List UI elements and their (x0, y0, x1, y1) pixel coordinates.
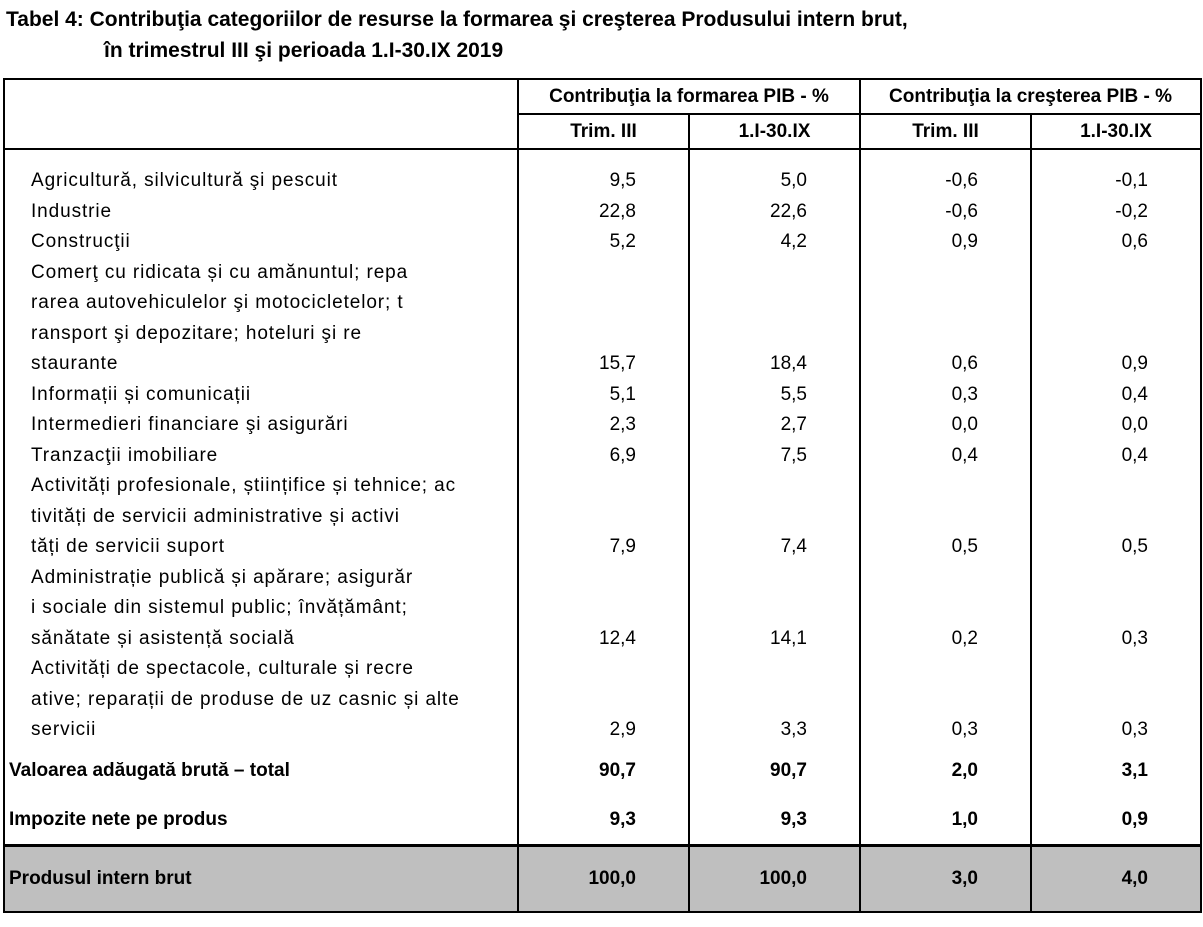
row-value: 18,4 (689, 258, 860, 380)
title-line-1: Tabel 4: Contribuţia categoriilor de resurse la formarea şi creşterea Produsului intern brut, (6, 8, 908, 31)
header-period: Trim. III (860, 114, 1031, 149)
row-value: 3,1 (1031, 746, 1201, 795)
row-value: 2,0 (860, 746, 1031, 795)
row-label: Tranzacţii imobiliare (4, 441, 518, 472)
row-value: 1,0 (860, 795, 1031, 846)
table-row (4, 441, 1201, 472)
row-value: 5,2 (518, 227, 689, 258)
row-value: -0,2 (1031, 197, 1201, 228)
row-value: 0,2 (860, 563, 1031, 655)
row-value: -0,6 (860, 166, 1031, 197)
spacer-row (4, 149, 1201, 166)
row-label: Intermedieri financiare şi asigurări (4, 410, 518, 441)
table-row (4, 197, 1201, 228)
row-value: 0,5 (860, 471, 1031, 563)
row-value: 15,7 (518, 258, 689, 380)
row-label: Produsul intern brut (4, 845, 518, 912)
row-label: Industrie (4, 197, 518, 228)
table-row (4, 654, 1201, 746)
table-row (4, 227, 1201, 258)
row-label: Informații și comunicații (4, 380, 518, 411)
row-value: 0,3 (860, 654, 1031, 746)
row-value: 4,2 (689, 227, 860, 258)
row-value: 0,3 (860, 380, 1031, 411)
row-value: 0,9 (860, 227, 1031, 258)
header-row-periods (4, 114, 1201, 149)
row-value: 0,5 (1031, 471, 1201, 563)
row-value: 3,3 (689, 654, 860, 746)
row-value: 90,7 (518, 746, 689, 795)
row-value: 5,0 (689, 166, 860, 197)
table-row (4, 471, 1201, 563)
table-row (4, 258, 1201, 380)
table-row (4, 746, 1201, 795)
header-group-growth: Contribuţia la creşterea PIB - % (860, 79, 1201, 114)
row-label: Valoarea adăugată brută – total (4, 746, 518, 795)
row-value: -0,1 (1031, 166, 1201, 197)
row-value: 5,1 (518, 380, 689, 411)
header-stub (4, 79, 518, 114)
row-value: 22,8 (518, 197, 689, 228)
row-value: 9,3 (689, 795, 860, 846)
header-group-formation: Contribuţia la formarea PIB - % (518, 79, 860, 114)
table-row (4, 563, 1201, 655)
row-value: 0,4 (1031, 380, 1201, 411)
row-value: 3,0 (860, 845, 1031, 912)
header-period: 1.I-30.IX (689, 114, 860, 149)
row-value: 0,6 (860, 258, 1031, 380)
header-row-groups (4, 79, 1201, 114)
table-row (4, 380, 1201, 411)
row-label: Administrație publică și apărare; asigurăr i sociale din sistemul public; învățământ; sănătate și asistență socială (4, 563, 518, 655)
table-row (4, 166, 1201, 197)
title-line-2: în trimestrul III şi perioada 1.I-30.IX 2019 (104, 39, 504, 62)
row-label: Activități profesionale, științifice și tehnice; ac tivități de servicii administrative și activi tăți de servicii suport (4, 471, 518, 563)
gdp-contribution-table (3, 78, 1202, 913)
row-value: 0,9 (1031, 258, 1201, 380)
row-value: 22,6 (689, 197, 860, 228)
row-value: 0,3 (1031, 563, 1201, 655)
row-value: 4,0 (1031, 845, 1201, 912)
row-value: 0,3 (1031, 654, 1201, 746)
table-row (4, 410, 1201, 441)
row-label: Comerţ cu ridicata și cu amănuntul; repa rarea autovehiculelor şi motocicletelor; t ransport şi depozitare; hoteluri şi re staurante (4, 258, 518, 380)
row-label: Activități de spectacole, culturale și recre ative; reparații de produse de uz casnic și alte servicii (4, 654, 518, 746)
row-value: 9,5 (518, 166, 689, 197)
table-title (6, 4, 908, 66)
gdp-total-row (4, 845, 1201, 912)
row-value: 2,3 (518, 410, 689, 441)
row-value: 0,4 (1031, 441, 1201, 472)
row-value: 6,9 (518, 441, 689, 472)
row-value: 0,0 (1031, 410, 1201, 441)
row-value: 9,3 (518, 795, 689, 846)
header-stub-lower (4, 114, 518, 149)
row-value: 0,6 (1031, 227, 1201, 258)
row-value: 7,9 (518, 471, 689, 563)
header-period: Trim. III (518, 114, 689, 149)
row-label: Construcţii (4, 227, 518, 258)
row-value: 0,4 (860, 441, 1031, 472)
header-period: 1.I-30.IX (1031, 114, 1201, 149)
row-value: -0,6 (860, 197, 1031, 228)
row-value: 12,4 (518, 563, 689, 655)
row-value: 5,5 (689, 380, 860, 411)
row-value: 7,5 (689, 441, 860, 472)
table-row (4, 795, 1201, 846)
row-value: 7,4 (689, 471, 860, 563)
row-label: Agricultură, silvicultură şi pescuit (4, 166, 518, 197)
table-body (4, 166, 1201, 845)
row-value: 90,7 (689, 746, 860, 795)
row-value: 2,9 (518, 654, 689, 746)
row-value: 100,0 (689, 845, 860, 912)
row-value: 100,0 (518, 845, 689, 912)
row-value: 0,9 (1031, 795, 1201, 846)
row-value: 0,0 (860, 410, 1031, 441)
row-value: 2,7 (689, 410, 860, 441)
row-label: Impozite nete pe produs (4, 795, 518, 846)
row-value: 14,1 (689, 563, 860, 655)
